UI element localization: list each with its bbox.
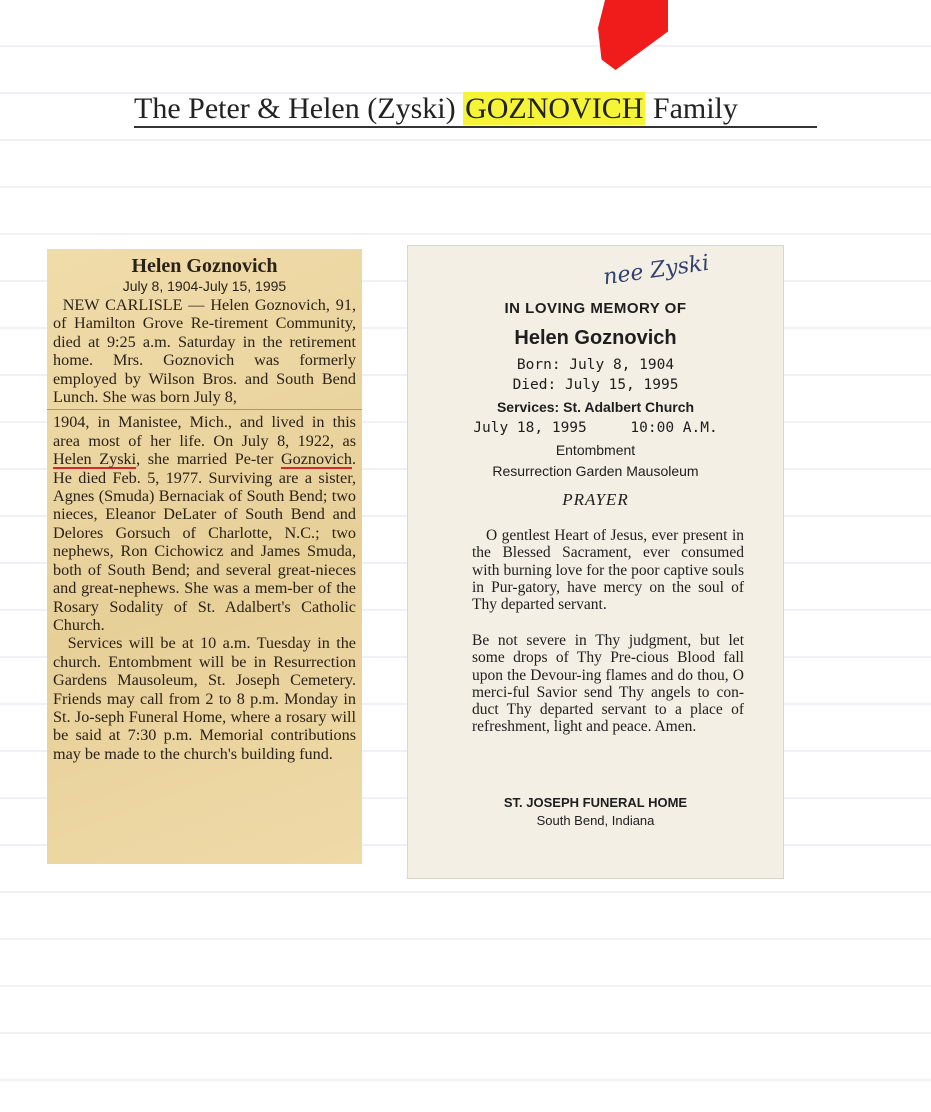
prayer-heading: PRAYER xyxy=(562,490,629,509)
red-page-tab xyxy=(598,0,668,70)
obituary-clipping xyxy=(47,249,362,864)
service-datetime: July 18, 1995 10:00 A.M. xyxy=(473,420,718,436)
underlined-maiden-name: Helen Zyski xyxy=(53,450,137,469)
memorial-card xyxy=(407,245,784,879)
title-suffix: Family xyxy=(645,92,738,125)
entombment-label: Entombment xyxy=(555,442,636,458)
died-date: Died: July 15, 1995 xyxy=(512,377,679,393)
memorial-heading: IN LOVING MEMORY OF xyxy=(504,300,687,317)
title-prefix: The Peter & Helen (Zyski) xyxy=(134,92,464,125)
services-location: Services: St. Adalbert Church xyxy=(496,399,695,415)
title-surname-highlight: GOZNOVICH xyxy=(465,92,644,125)
funeral-home-city: South Bend, Indiana xyxy=(536,813,655,828)
underlined-surname: Goznovich xyxy=(280,450,352,469)
obituary-text-1c: , she married Pe-ter xyxy=(136,450,281,469)
born-date: Born: July 8, 1904 xyxy=(516,357,675,373)
obituary-paragraph-1b xyxy=(53,413,356,634)
prayer-paragraph-2: Be not severe in Thy judgment, but let some drops of Thy Pre-cious Blood fall upon the Devour-ing flames and do thou, O merci-ful Savior send Thy angels to con-duct Thy departed servant to a place of refreshment, light and peace. Amen. xyxy=(472,632,744,736)
obituary-dates: July 8, 1904-July 15, 1995 xyxy=(122,278,287,294)
obituary-paragraph-2: Services will be at 10 a.m. Tuesday in the church. Entombment will be in Resurrection Gardens Mausoleum, St. Joseph Cemetery. Friends may call from 2 to 8 p.m. Monday in St. Jo-seph Funeral Home, where a rosary will be said at 7:30 p.m. Memorial contributions may be made to the church's building fund. xyxy=(53,634,356,763)
prayer-paragraph-1: O gentlest Heart of Jesus, ever present in the Blessed Sacrament, ever consumed with burning love for the poor captive souls in Pur-gatory, have mercy on the soul of Thy departed servant. xyxy=(472,527,744,614)
obituary-text-1b: 1904, in Manistee, Mich., and lived in this area most of her life. On July 8, 1922, as xyxy=(53,413,356,450)
clipping-fold-line xyxy=(47,409,362,410)
obituary-name: Helen Goznovich xyxy=(131,255,278,277)
handwritten-note: nee Zyski xyxy=(601,250,711,291)
obituary-text-1d: . He died Feb. 5, 1977. Surviving are a sister, Agnes (Smuda) Bernaciak of South Bend; two nieces, Eleanor DeLater of South Bend and Delores Gorsuch of Charlotte, N.C.; two nephews, Ron Cichowicz and James Smuda, both of South Bend; and several great-nieces and great-nephews. She was a mem-ber of the Rosary Sodality of St. Adalbert's Catholic Church. xyxy=(53,450,357,634)
page-title xyxy=(134,92,817,128)
obituary-paragraph-1a: NEW CARLISLE — Helen Goznovich, 91, of Hamilton Grove Re-tirement Community, died at 9:25 a.m. Saturday in the retirement home. Mrs. Goznovich was formerly employed by Wilson Bros. and South Bend Lunch. She was born July 8, xyxy=(53,296,356,407)
memorial-name: Helen Goznovich xyxy=(514,327,677,349)
mausoleum-name: Resurrection Garden Mausoleum xyxy=(492,463,699,479)
funeral-home-name: ST. JOSEPH FUNERAL HOME xyxy=(503,795,688,810)
